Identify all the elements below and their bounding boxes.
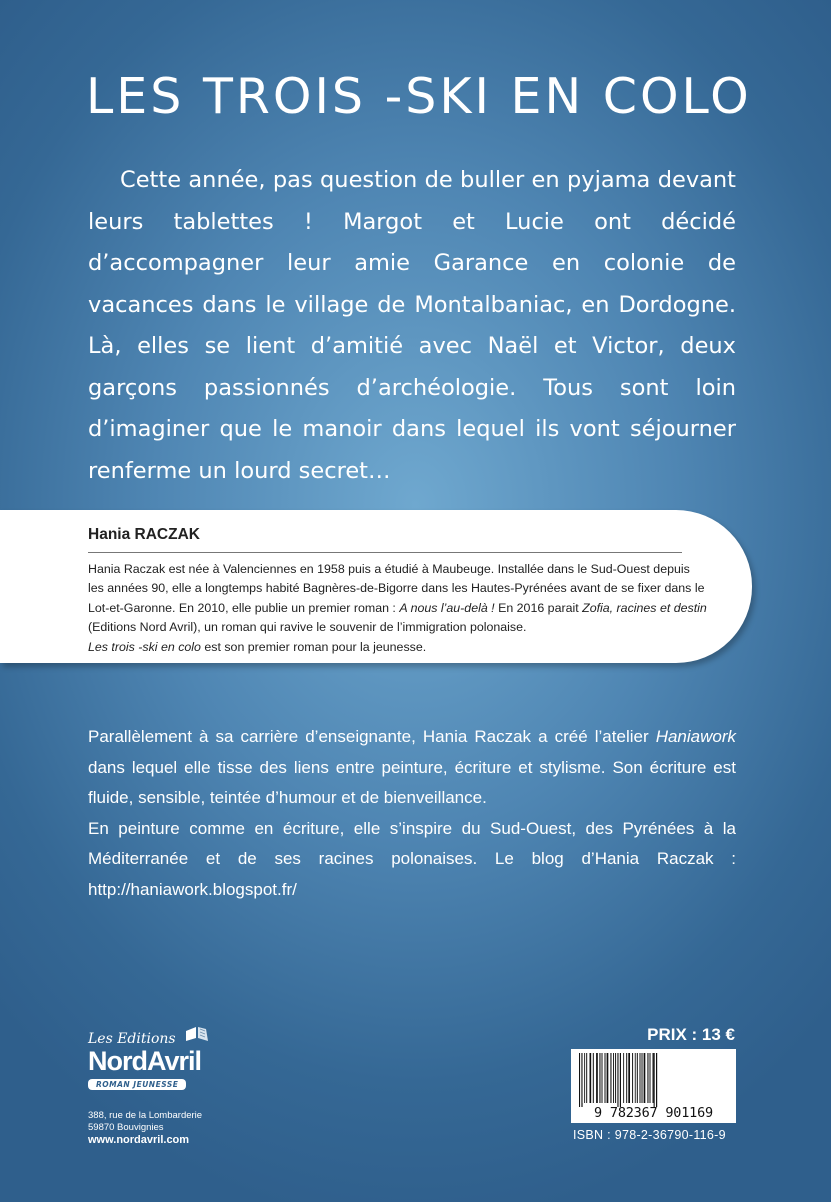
extra-text-3: En peinture comme en écriture, elle s’inspire du Sud-Ouest, des Pyrénées à la Méditerranée et de ses racines polonaises. Le blog d’Hania Raczak : http://haniawork.blogspot.fr/ (88, 818, 736, 899)
barcode-bar (626, 1053, 627, 1103)
barcode-bar (641, 1053, 642, 1103)
barcode-bar (614, 1053, 615, 1103)
logo-small-text: Les Editions (88, 1031, 176, 1047)
book-title: LES TROIS -SKI EN COLO (86, 68, 752, 125)
barcode-bar (643, 1053, 644, 1103)
barcode-bar (637, 1053, 638, 1103)
barcode-bar (636, 1053, 637, 1103)
atelier-name: Haniawork (655, 727, 736, 746)
barcode-bar (587, 1053, 589, 1103)
publisher-logo (88, 1025, 218, 1092)
barcode-bar (613, 1053, 614, 1103)
barcode-bar (584, 1053, 585, 1103)
synopsis-text: Cette année, pas question de buller en pyjama devant leurs tablettes ! Margot et Lucie ont décidé d’accompagner leur amie Garance en colonie de vacances dans le village de Montalbaniac, en Dordogne. Là, elles se lient d’amitié avec Naël et Victor, deux garçons passionnés d’archéologie. Tous sont loin d’imaginer que le manoir dans lequel ils vont séjourner renferme un lourd secret… (88, 167, 736, 484)
barcode-bar (620, 1053, 621, 1107)
barcode-bar (579, 1053, 580, 1107)
barcode-bar (599, 1053, 600, 1103)
publisher-website: www.nordavril.com (88, 1134, 190, 1146)
bio-text-1: Hania Raczak est née à Valenciennes en 1958 puis a étudié à Maubeuge. Installée dans le Sud-Ouest depuis les années 90, elle a longtemps habité Bagnères-de-Bigorre dans les Hautes-Pyrénées avant de se fixer dans le Lot-et-Garonne. En 2010, elle publie un premier roman : (88, 562, 705, 615)
barcode-bar (627, 1053, 628, 1103)
barcode-bar (635, 1053, 636, 1103)
ean-number: 9 782367 901169 (594, 1105, 713, 1121)
barcode-bar (651, 1053, 653, 1103)
barcode-bar (655, 1053, 656, 1107)
barcode-bar (617, 1053, 618, 1107)
barcode-bar (608, 1053, 610, 1103)
barcode-bar (656, 1053, 657, 1107)
address-line-1: 388, rue de la Lombarderie (88, 1110, 203, 1121)
barcode-bar (650, 1053, 651, 1103)
barcode-bar (580, 1053, 581, 1107)
logo-name: NordAvril (88, 1046, 202, 1076)
barcode-bar (593, 1053, 594, 1103)
barcode-bar (653, 1053, 654, 1103)
barcode-bar (607, 1053, 609, 1103)
barcode-bar (640, 1053, 641, 1103)
synopsis (88, 160, 736, 492)
barcode-bar (603, 1053, 605, 1103)
author-panel (0, 510, 752, 663)
barcode-bar (583, 1053, 585, 1103)
barcode-bar (630, 1053, 632, 1103)
barcode-bar (623, 1053, 624, 1103)
barcode-bar (644, 1053, 646, 1103)
barcode-bar (586, 1053, 587, 1103)
bio-title-1: A nous l’au-delà ! (399, 600, 495, 615)
barcode-bar (633, 1053, 635, 1103)
barcode-bar (624, 1053, 626, 1103)
barcode-bar (628, 1053, 630, 1103)
barcode-bar (596, 1053, 598, 1103)
bio-text-3: (Editions Nord Avril), un roman qui ravive le souvenir de l’immigration polonaise. (88, 620, 527, 635)
logo-tagline: ROMAN JEUNESSE (88, 1079, 186, 1090)
barcode-bar (598, 1053, 600, 1103)
bio-text-4: est son premier roman pour la jeunesse. (200, 639, 427, 654)
barcode-bar (649, 1053, 650, 1103)
address-line-2: 59870 Bouvignies (88, 1121, 164, 1133)
barcode-bar (622, 1053, 623, 1103)
barcode (571, 1049, 736, 1123)
barcode-bar (602, 1053, 603, 1103)
book-icon (184, 1025, 210, 1048)
price: PRIX : 13 € (647, 1025, 735, 1044)
barcode-bar (638, 1053, 640, 1103)
barcode-bar (590, 1053, 592, 1103)
barcode-bar (615, 1053, 616, 1103)
barcode-bar (612, 1053, 614, 1103)
isbn: ISBN : 978-2-36790-116-9 (573, 1128, 726, 1142)
barcode-bar (642, 1053, 643, 1103)
barcode-bar (601, 1053, 602, 1103)
divider (88, 552, 682, 553)
extra-text-1: Parallèlement à sa carrière d’enseignante, Hania Raczak a créé l’atelier (88, 727, 656, 746)
barcode-bar (606, 1053, 607, 1103)
barcode-bar (616, 1053, 617, 1107)
barcode-bar (619, 1053, 620, 1107)
author-extra (88, 722, 736, 905)
barcode-bar (591, 1053, 593, 1103)
barcode-bar (647, 1053, 648, 1103)
barcode-bar (581, 1053, 582, 1107)
extra-text-2: dans lequel elle tisse des liens entre peinture, écriture et stylisme. Son écriture est fluide, sensible, teintée d’humour et de bienveillance. (88, 757, 736, 807)
barcode-bar (621, 1053, 622, 1107)
publisher-address (88, 1110, 202, 1148)
bio-title-3: Les trois -ski en colo (88, 639, 201, 654)
barcode-bar (585, 1053, 586, 1103)
barcode-bar (632, 1053, 633, 1103)
author-name: Hania RACZAK (88, 526, 200, 543)
bio-title-2: Zofia, racines et destin (582, 600, 707, 615)
barcode-bar (594, 1053, 596, 1103)
barcode-bar (654, 1053, 655, 1107)
bio-text-2: En 2016 parait (494, 600, 583, 615)
barcode-bar (605, 1053, 606, 1103)
author-bio (88, 560, 708, 657)
barcode-bar (645, 1053, 647, 1103)
barcode-bar (610, 1053, 611, 1103)
